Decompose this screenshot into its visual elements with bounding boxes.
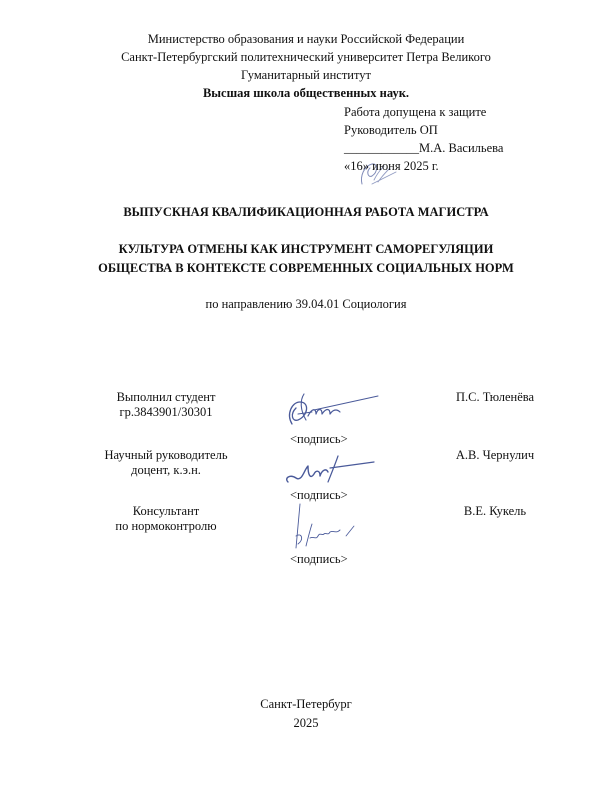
signatory-degree: доцент, к.э.н. — [131, 463, 201, 477]
signature-caption: <подпись> — [290, 488, 348, 502]
signatory-name: П.С. Тюленёва — [455, 390, 535, 404]
approval-signature-row — [344, 141, 503, 156]
university-line: Санкт-Петербургский политехнический университет Петра Великого — [121, 50, 491, 64]
institute-line: Гуманитарный институт — [241, 68, 371, 82]
ministry-line: Министерство образования и науки Российской Федерации — [147, 32, 465, 46]
work-type: ВЫПУСКНАЯ КВАЛИФИКАЦИОННАЯ РАБОТА МАГИСТРА — [123, 205, 489, 219]
signatory-role: Выполнил студент — [116, 390, 216, 404]
footer-year: 2025 — [293, 716, 319, 730]
signatory-role: Консультант — [132, 504, 200, 518]
signatory-name: В.Е. Кукель — [463, 504, 527, 518]
signature-caption: <подпись> — [290, 552, 348, 566]
approval-date: «16» июня 2025 г. — [344, 159, 439, 173]
signatory-group: гр.3843901/30301 — [119, 405, 213, 419]
student-signature-icon — [282, 386, 382, 432]
school-line: Высшая школа общественных наук. — [202, 86, 410, 100]
topic-line-1: КУЛЬТУРА ОТМЕНЫ КАК ИНСТРУМЕНТ САМОРЕГУЛЯЦИИ — [118, 242, 494, 256]
approval-admitted: Работа допущена к защите — [344, 105, 487, 119]
approval-name: М.А. Васильева — [419, 141, 504, 155]
signatory-role-detail: по нормоконтролю — [115, 519, 217, 533]
signatory-role: Научный руководитель — [104, 448, 228, 462]
approval-head: Руководитель ОП — [344, 123, 438, 137]
signatory-name: А.В. Чернулич — [455, 448, 535, 462]
supervisor-signature-icon — [282, 452, 382, 488]
footer-city: Санкт-Петербург — [260, 697, 352, 711]
consultant-signature-icon — [288, 502, 368, 554]
topic-line-2: ОБЩЕСТВА В КОНТЕКСТЕ СОВРЕМЕННЫХ СОЦИАЛЬНЫХ НОРМ — [98, 261, 514, 275]
signature-caption: <подпись> — [290, 432, 348, 446]
direction-line: по направлению 39.04.01 Социология — [205, 297, 407, 311]
approval-signature-line: ____________ — [344, 141, 419, 155]
